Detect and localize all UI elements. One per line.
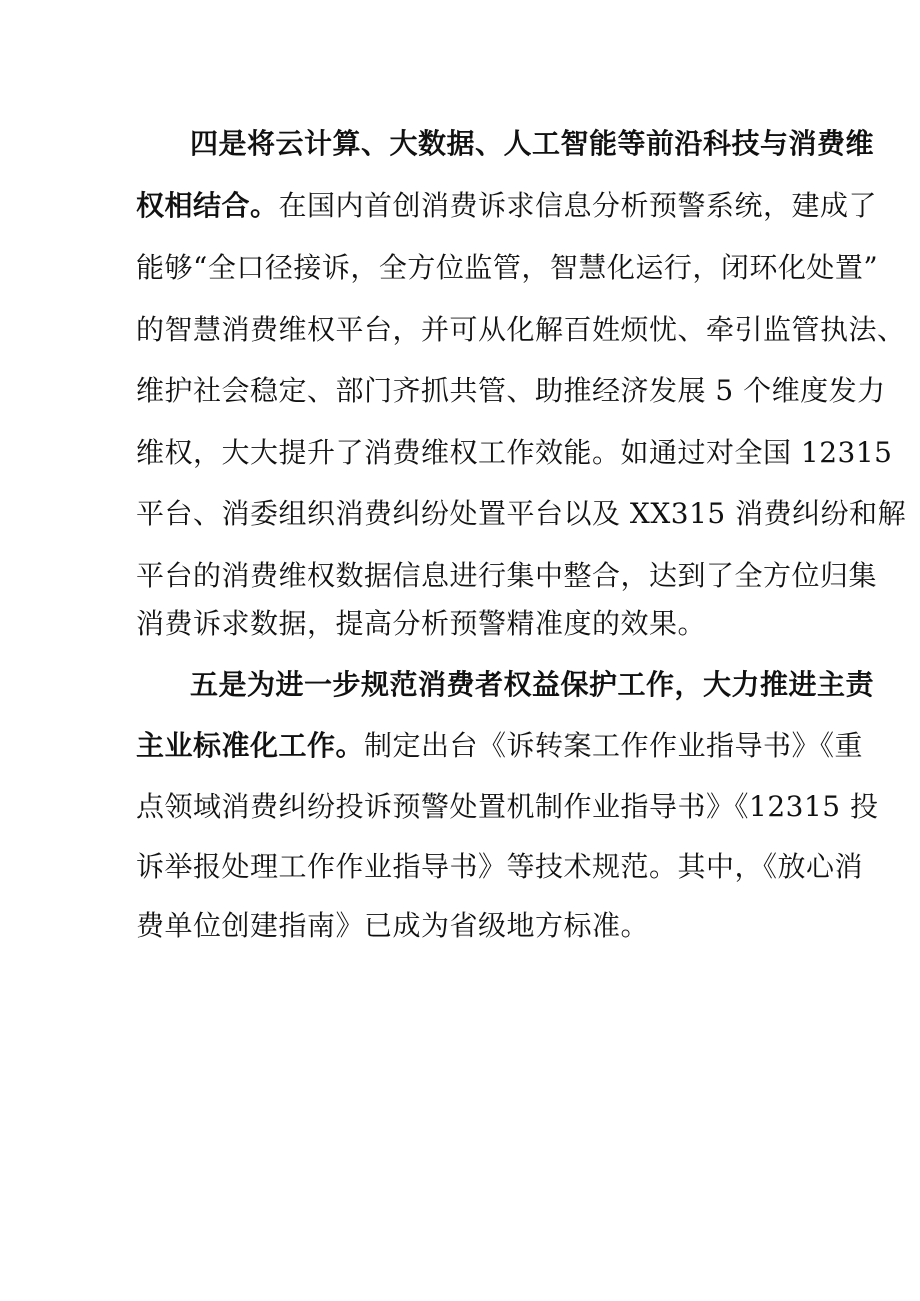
para1-line3: 能够“全口径接诉，全方位监管，智慧化运行，闭环化处置” [136, 251, 879, 284]
para1-line5: 维护社会稳定、部门齐抓共管、助推经济发展 5 个维度发力 [136, 374, 886, 407]
para2-line4: 诉举报处理工作作业指导书》等技术规范。其中，《放心消 [136, 850, 864, 883]
para1-line9: 消费诉求数据，提高分析预警精准度的效果。 [136, 607, 707, 640]
para1-line6: 维权，大大提升了消费维权工作效能。如通过对全国 12315 [136, 436, 893, 469]
para1-line8: 平台的消费维权数据信息进行集中整合，达到了全方位归集 [136, 559, 878, 592]
para1-line1: 四是将云计算、大数据、人工智能等前沿科技与消费维 [190, 127, 875, 160]
para2-line2-bold: 主业标准化工作。 [136, 729, 365, 762]
para1-line7: 平台、消委组织消费纠纷处置平台以及 XX315 消费纠纷和解 [136, 497, 907, 530]
para2-line1: 五是为进一步规范消费者权益保护工作，大力推进主责 [190, 668, 875, 701]
para2-line5: 费单位创建指南》已成为省级地方标准。 [136, 909, 650, 942]
para1-line2-rest: 在国内首创消费诉求信息分析预警系统，建成了 [278, 189, 878, 222]
para1-line4: 的智慧消费维权平台，并可从化解百姓烦忧、牵引监管执法、 [136, 313, 906, 346]
para2-line2 [136, 726, 864, 766]
para2-line3: 点领域消费纠纷投诉预警处置机制作业指导书》《12315 投 [136, 790, 879, 823]
para1-line2 [136, 186, 878, 226]
para1-line2-bold: 权相结合。 [136, 189, 279, 222]
para2-line2-rest: 制定出台《诉转案工作作业指导书》《重 [364, 729, 864, 762]
